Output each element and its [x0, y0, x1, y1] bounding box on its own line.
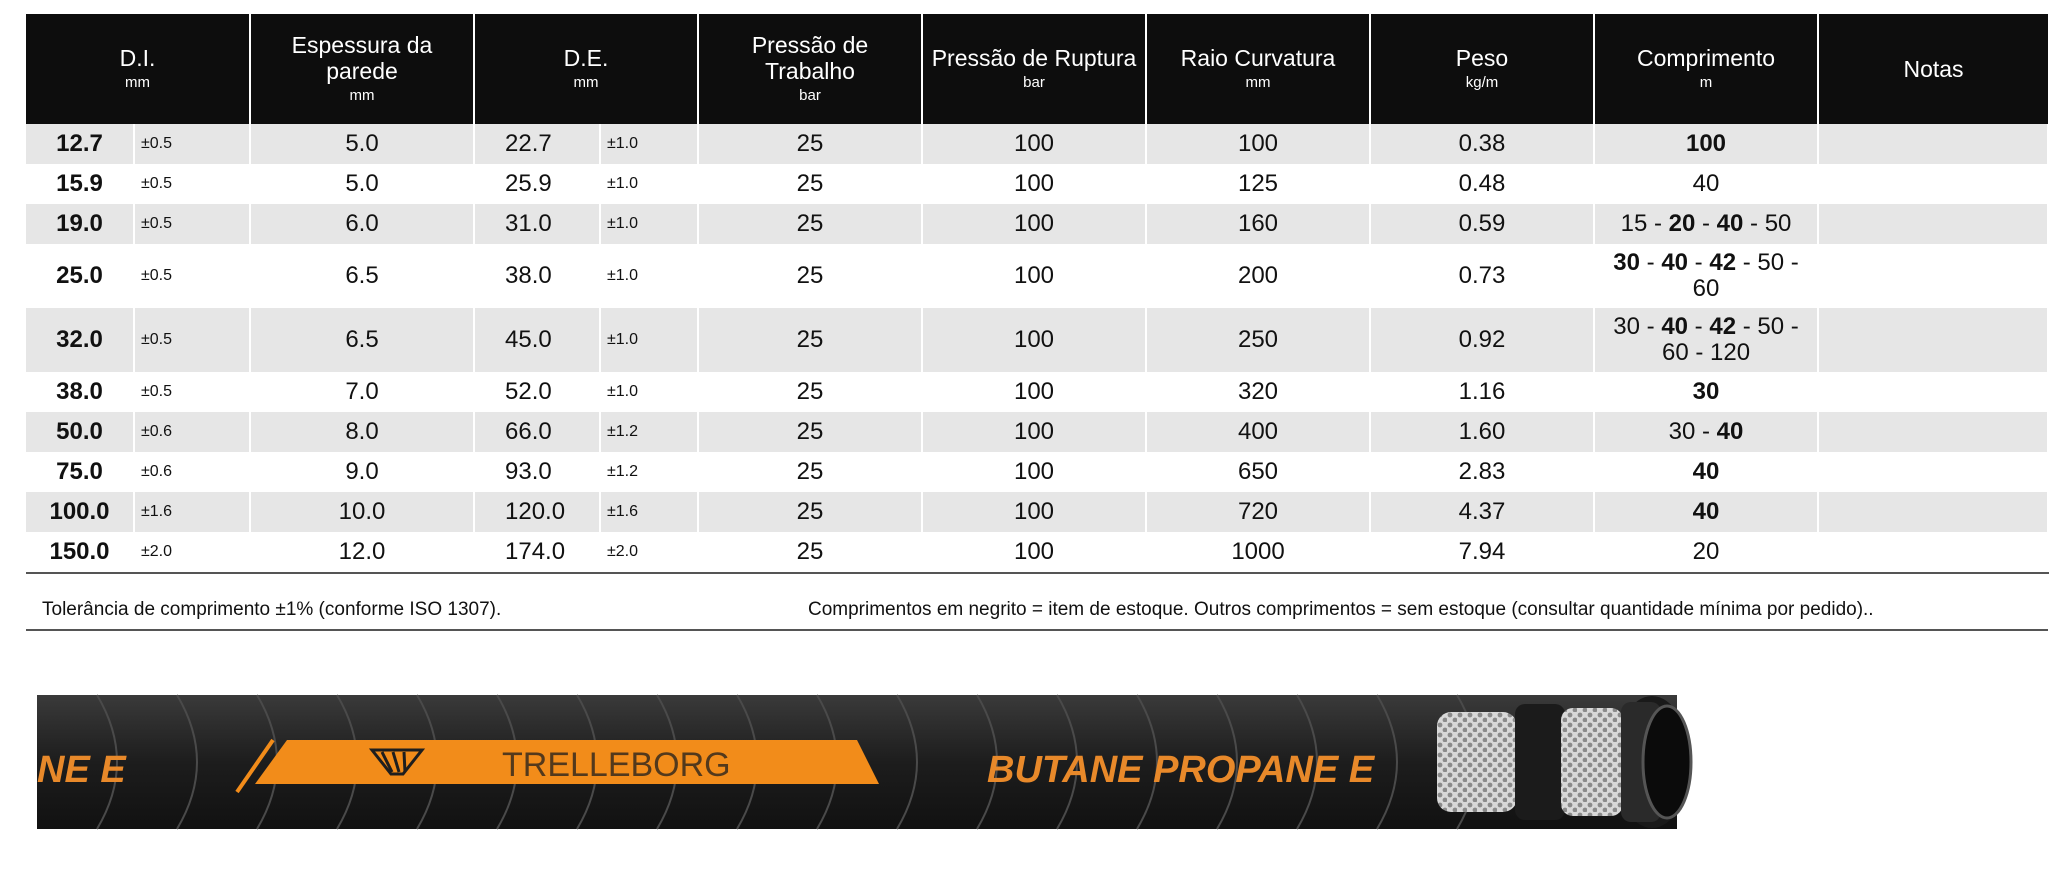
wall-thickness-value: 7.0	[250, 372, 474, 412]
bend-radius-value: 125	[1146, 164, 1370, 204]
header-length: Comprimento m	[1594, 14, 1818, 124]
length-stock-part: 42	[1709, 249, 1737, 276]
table-row	[26, 204, 2048, 244]
de-tolerance: ±1.2	[600, 412, 698, 452]
length-value	[1594, 244, 1818, 308]
length-part: - 50 -	[1736, 313, 1799, 340]
notes-value	[1818, 308, 2048, 372]
hose-product-text-left: NE E	[37, 749, 126, 791]
working-pressure-value: 25	[698, 308, 922, 372]
bend-radius-value: 250	[1146, 308, 1370, 372]
hose-brand-text: TRELLEBORG	[502, 746, 731, 784]
de-value: 66.0	[474, 412, 600, 452]
length-stock-part: 100	[1685, 130, 1727, 157]
de-tolerance: ±1.0	[600, 372, 698, 412]
burst-pressure-value: 100	[922, 492, 1146, 532]
working-pressure-value: 25	[698, 124, 922, 164]
de-tolerance: ±1.0	[600, 204, 698, 244]
de-value: 22.7	[474, 124, 600, 164]
de-tolerance: ±1.0	[600, 308, 698, 372]
hose-product-text: BUTANE PROPANE E	[987, 749, 1375, 791]
length-value	[1594, 372, 1818, 412]
length-value	[1594, 412, 1818, 452]
bend-radius-value: 720	[1146, 492, 1370, 532]
bend-radius-value: 100	[1146, 124, 1370, 164]
di-tolerance: ±1.6	[134, 492, 250, 532]
wall-thickness-value: 10.0	[250, 492, 474, 532]
de-value: 38.0	[474, 244, 600, 308]
notes-value	[1818, 492, 2048, 532]
notes-value	[1818, 372, 2048, 412]
length-stock-part: 30	[1613, 249, 1640, 276]
di-value: 150.0	[26, 532, 134, 573]
working-pressure-value: 25	[698, 244, 922, 308]
length-part: 15 -	[1620, 210, 1669, 237]
de-tolerance: ±1.0	[600, 124, 698, 164]
bend-radius-value: 160	[1146, 204, 1370, 244]
length-part: -	[1639, 249, 1662, 276]
burst-pressure-value: 100	[922, 412, 1146, 452]
notes-value	[1818, 244, 2048, 308]
notes-value	[1818, 412, 2048, 452]
table-row	[26, 372, 2048, 412]
weight-value: 0.59	[1370, 204, 1594, 244]
weight-value: 0.92	[1370, 308, 1594, 372]
length-stock-part: 40	[1692, 458, 1720, 485]
di-value: 12.7	[26, 124, 134, 164]
notes-value	[1818, 452, 2048, 492]
wall-thickness-value: 6.5	[250, 308, 474, 372]
length-part: -	[1695, 210, 1717, 237]
table-row	[26, 452, 2048, 492]
length-value	[1594, 308, 1818, 372]
length-value	[1594, 532, 1818, 573]
di-value: 25.0	[26, 244, 134, 308]
table-body	[26, 124, 2048, 573]
length-value	[1594, 124, 1818, 164]
weight-value: 1.60	[1370, 412, 1594, 452]
di-value: 15.9	[26, 164, 134, 204]
working-pressure-value: 25	[698, 532, 922, 573]
length-part: 20	[1692, 538, 1720, 565]
length-value	[1594, 452, 1818, 492]
working-pressure-value: 25	[698, 452, 922, 492]
di-tolerance: ±0.5	[134, 164, 250, 204]
bend-radius-value: 400	[1146, 412, 1370, 452]
length-part: 30 -	[1613, 313, 1662, 340]
de-tolerance: ±1.6	[600, 492, 698, 532]
length-stock-part: 40	[1661, 313, 1689, 340]
de-tolerance: ±1.0	[600, 164, 698, 204]
de-value: 25.9	[474, 164, 600, 204]
working-pressure-value: 25	[698, 412, 922, 452]
length-part: 60 - 120	[1661, 339, 1751, 366]
length-part: 60	[1692, 275, 1720, 302]
specification-table	[26, 14, 2049, 574]
header-wall-thickness: Espessura da parede mm	[250, 14, 474, 124]
length-value	[1594, 492, 1818, 532]
weight-value: 4.37	[1370, 492, 1594, 532]
di-value: 100.0	[26, 492, 134, 532]
di-tolerance: ±0.5	[134, 308, 250, 372]
wall-thickness-value: 6.5	[250, 244, 474, 308]
di-value: 38.0	[26, 372, 134, 412]
di-tolerance: ±0.5	[134, 124, 250, 164]
di-tolerance: ±0.5	[134, 244, 250, 308]
de-value: 45.0	[474, 308, 600, 372]
length-stock-part: 42	[1709, 313, 1737, 340]
notes-value	[1818, 204, 2048, 244]
bend-radius-value: 200	[1146, 244, 1370, 308]
table-row	[26, 492, 2048, 532]
burst-pressure-value: 100	[922, 308, 1146, 372]
length-stock-part: 20	[1668, 210, 1696, 237]
burst-pressure-value: 100	[922, 372, 1146, 412]
burst-pressure-value: 100	[922, 244, 1146, 308]
table-row	[26, 412, 2048, 452]
wall-thickness-value: 9.0	[250, 452, 474, 492]
de-tolerance: ±1.0	[600, 244, 698, 308]
header-weight: Peso kg/m	[1370, 14, 1594, 124]
length-stock-part: 40	[1692, 498, 1720, 525]
di-tolerance: ±0.6	[134, 452, 250, 492]
weight-value: 0.73	[1370, 244, 1594, 308]
hose-cutaway	[1437, 696, 1691, 828]
header-di: D.I. mm	[26, 14, 250, 124]
di-tolerance: ±0.5	[134, 372, 250, 412]
table-row	[26, 308, 2048, 372]
di-tolerance: ±0.5	[134, 204, 250, 244]
notes-value	[1818, 532, 2048, 573]
wall-thickness-value: 5.0	[250, 124, 474, 164]
length-value	[1594, 204, 1818, 244]
burst-pressure-value: 100	[922, 204, 1146, 244]
working-pressure-value: 25	[698, 204, 922, 244]
di-tolerance: ±2.0	[134, 532, 250, 573]
header-working-pressure: Pressão de Trabalho bar	[698, 14, 922, 124]
length-part: -	[1688, 249, 1710, 276]
de-value: 174.0	[474, 532, 600, 573]
length-tolerance-note: Tolerância de comprimento ±1% (conforme ISO 1307).	[42, 599, 502, 620]
header-burst-pressure: Pressão de Ruptura bar	[922, 14, 1146, 124]
working-pressure-value: 25	[698, 372, 922, 412]
table-row	[26, 164, 2048, 204]
de-value: 31.0	[474, 204, 600, 244]
bend-radius-value: 1000	[1146, 532, 1370, 573]
wall-thickness-value: 8.0	[250, 412, 474, 452]
burst-pressure-value: 100	[922, 452, 1146, 492]
weight-value: 1.16	[1370, 372, 1594, 412]
hose-illustration	[37, 692, 1697, 832]
length-part: 40	[1692, 170, 1720, 197]
wall-thickness-value: 12.0	[250, 532, 474, 573]
table-footnote	[26, 591, 2048, 631]
table-row	[26, 124, 2048, 164]
burst-pressure-value: 100	[922, 124, 1146, 164]
notes-value	[1818, 164, 2048, 204]
working-pressure-value: 25	[698, 492, 922, 532]
table-row	[26, 532, 2048, 573]
burst-pressure-value: 100	[922, 532, 1146, 573]
length-part: 30 -	[1668, 418, 1717, 445]
bend-radius-value: 650	[1146, 452, 1370, 492]
header-bend-radius: Raio Curvatura mm	[1146, 14, 1370, 124]
length-part: -	[1688, 313, 1710, 340]
di-tolerance: ±0.6	[134, 412, 250, 452]
de-tolerance: ±2.0	[600, 532, 698, 573]
length-stock-part: 40	[1716, 210, 1744, 237]
length-value	[1594, 164, 1818, 204]
weight-value: 0.38	[1370, 124, 1594, 164]
weight-value: 2.83	[1370, 452, 1594, 492]
burst-pressure-value: 100	[922, 164, 1146, 204]
de-value: 120.0	[474, 492, 600, 532]
stock-legend-note: Comprimentos em negrito = item de estoque. Outros comprimentos = sem estoque (consultar quantidade mínima por pedido)..	[808, 599, 1874, 620]
wall-thickness-value: 5.0	[250, 164, 474, 204]
de-tolerance: ±1.2	[600, 452, 698, 492]
table-header	[26, 14, 2048, 124]
wall-thickness-value: 6.0	[250, 204, 474, 244]
di-value: 19.0	[26, 204, 134, 244]
notes-value	[1818, 124, 2048, 164]
de-value: 52.0	[474, 372, 600, 412]
length-stock-part: 30	[1692, 378, 1720, 405]
weight-value: 7.94	[1370, 532, 1594, 573]
bend-radius-value: 320	[1146, 372, 1370, 412]
length-part: - 50 -	[1736, 249, 1799, 276]
di-value: 75.0	[26, 452, 134, 492]
table-row	[26, 244, 2048, 308]
weight-value: 0.48	[1370, 164, 1594, 204]
working-pressure-value: 25	[698, 164, 922, 204]
header-notes: Notas	[1818, 14, 2048, 124]
length-stock-part: 40	[1716, 418, 1744, 445]
di-value: 50.0	[26, 412, 134, 452]
de-value: 93.0	[474, 452, 600, 492]
length-part: - 50	[1743, 210, 1792, 237]
length-stock-part: 40	[1661, 249, 1689, 276]
header-de: D.E. mm	[474, 14, 698, 124]
di-value: 32.0	[26, 308, 134, 372]
